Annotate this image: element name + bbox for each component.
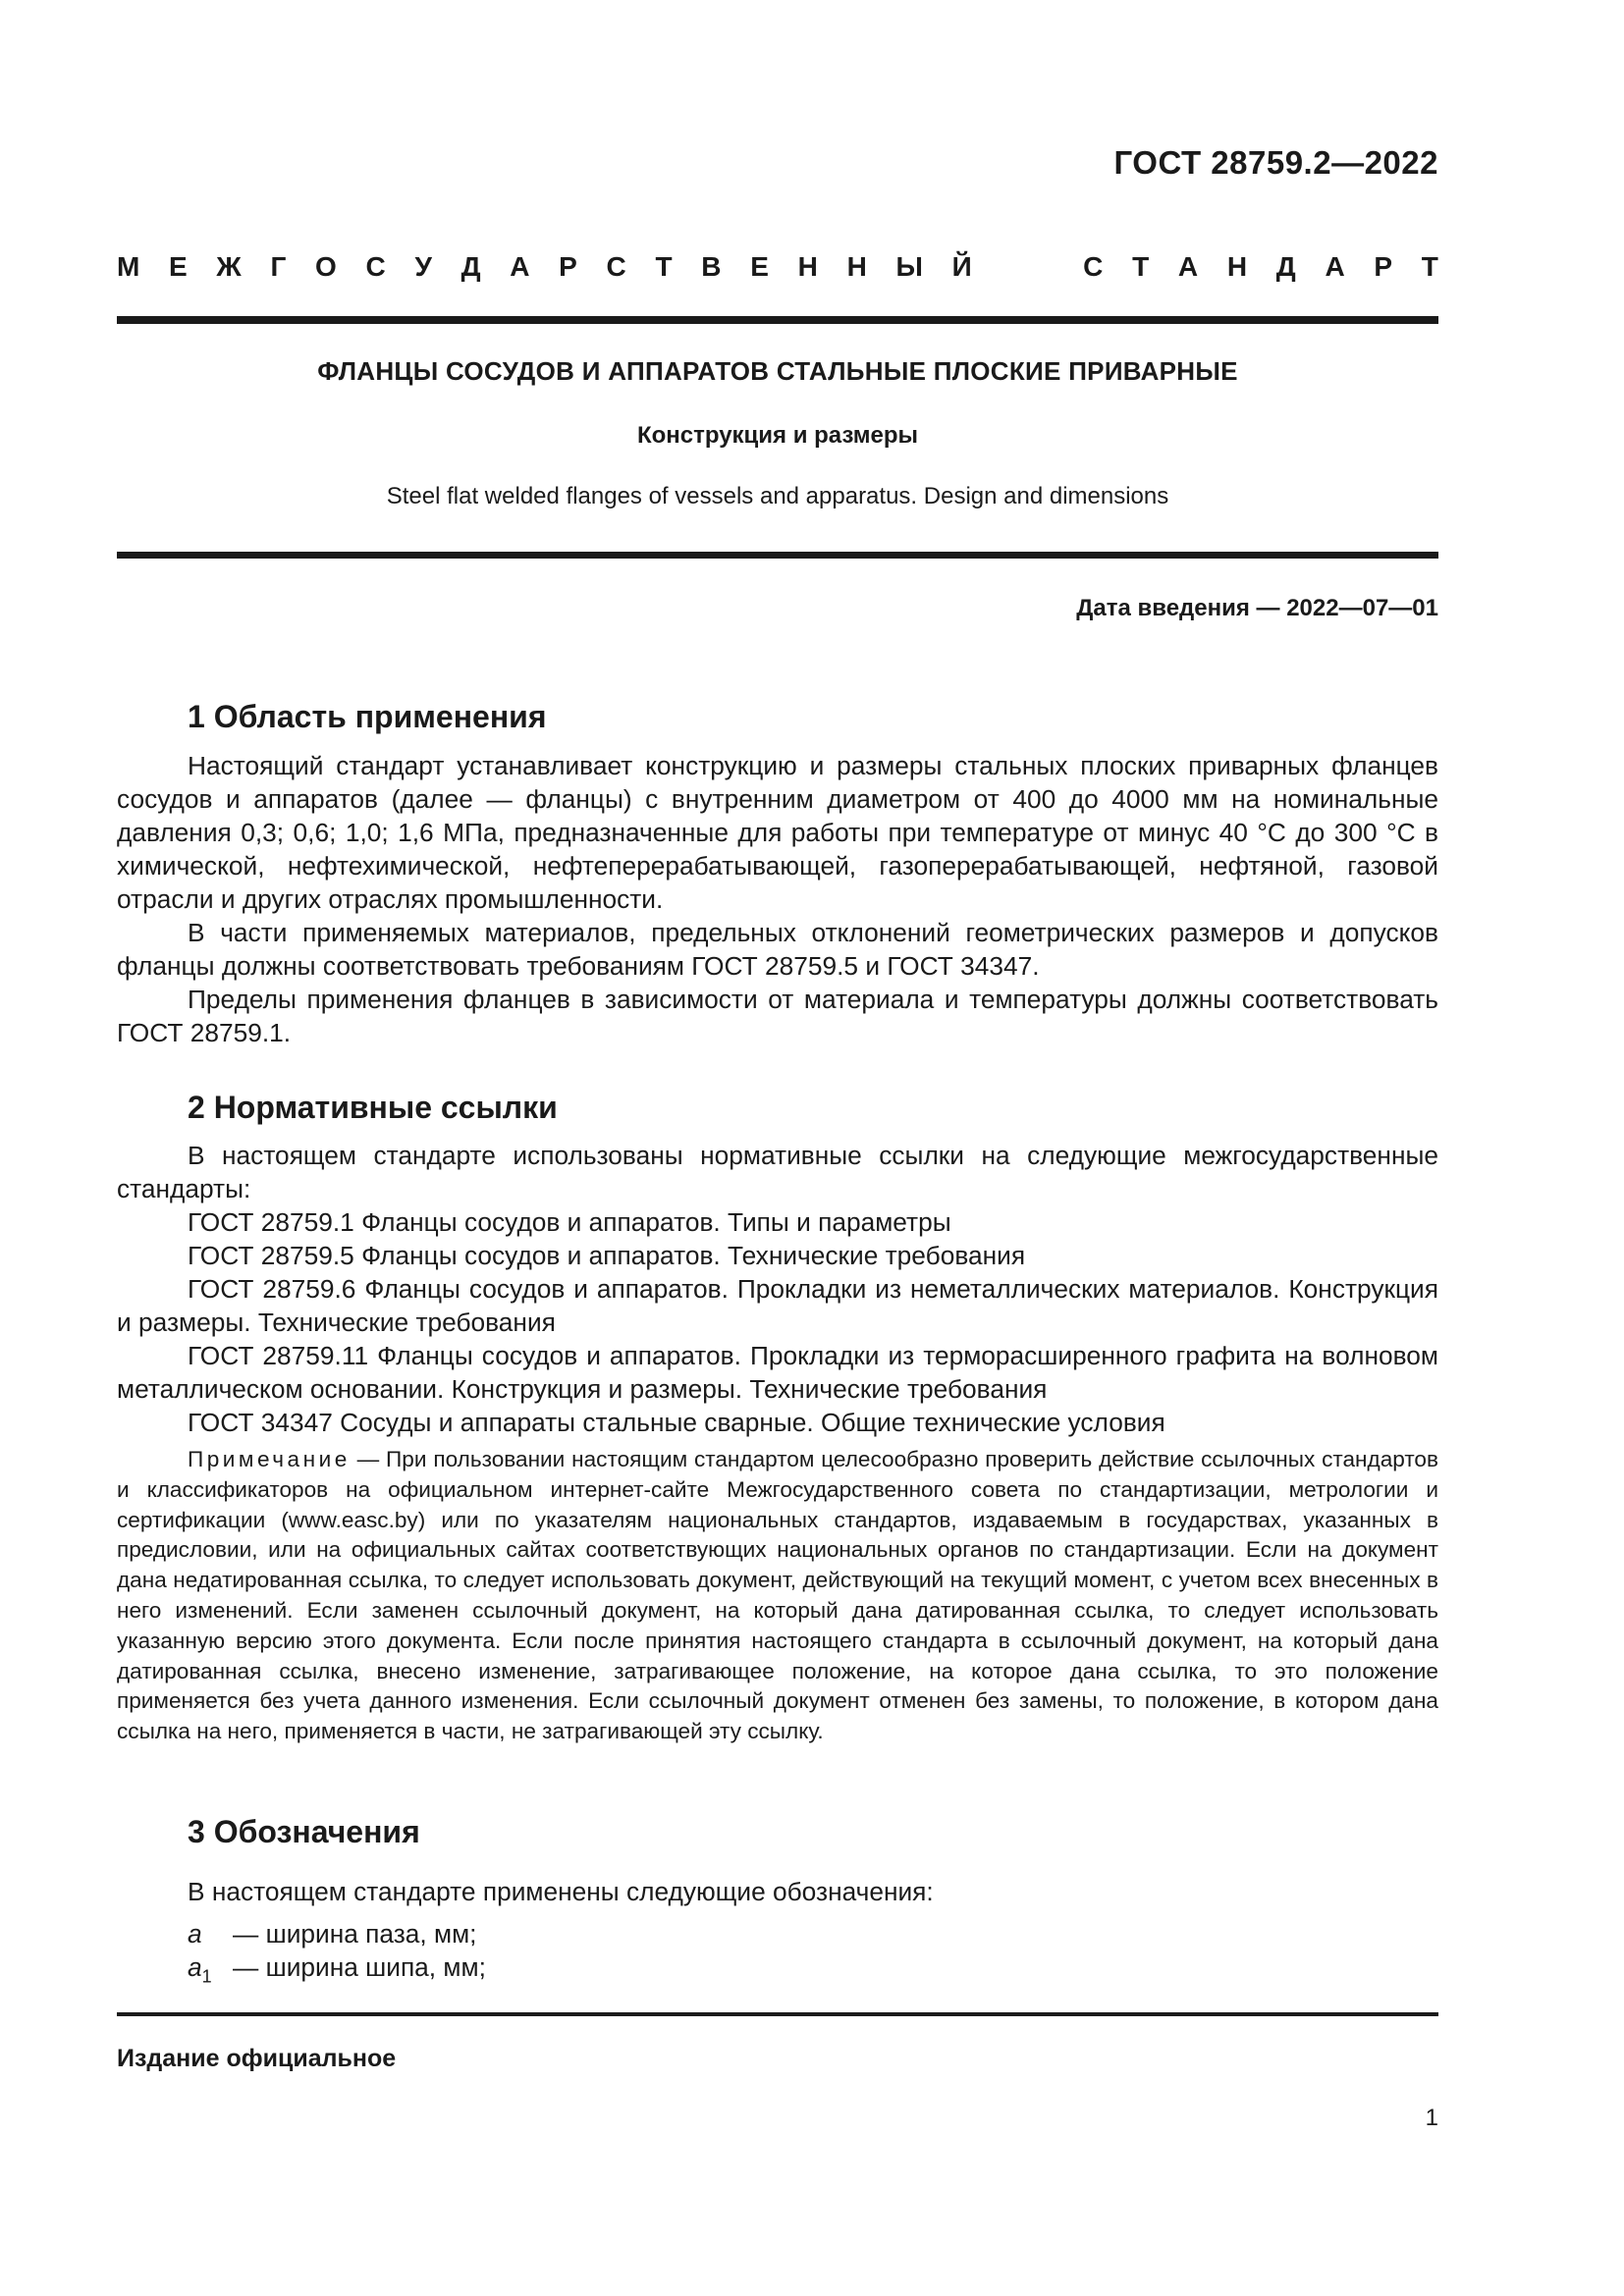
section-1-paragraph: Настоящий стандарт устанавливает конструкцию и размеры стальных плоских приварных фланцев сосудов и аппаратов (далее — фланцы) с внутренним диаметром от 400 до 4000 мм на номинальные давления 0,3; 0,6; 1,0; 1,6 МПа, предназначенные для работы при температуре от минус 40 °С до 300 °С в химической, нефтехимической, нефтеперерабатывающей, газоперерабатывающей, нефтяной, газовой отрасли и других отраслях промышленности. (117, 751, 1438, 914)
section-3-body (117, 1875, 1438, 1908)
banner-letter: Ы (895, 251, 923, 282)
section-3-heading: 3 Обозначения (188, 1814, 420, 1849)
banner-letter: Е (750, 251, 769, 282)
document-title: ФЛАНЦЫ СОСУДОВ И АППАРАТОВ СТАЛЬНЫЕ ПЛОСКИЕ ПРИВАРНЫЕ (317, 356, 1238, 386)
banner-letter: У (414, 251, 432, 282)
reference-item: ГОСТ 28759.6 Фланцы сосудов и аппаратов. Прокладки из неметаллических материалов. Конструкция и размеры. Технические требования (117, 1274, 1438, 1337)
banner-letter: А (1177, 251, 1199, 282)
banner-letter: Т (1132, 251, 1150, 282)
note-label: Примечание (188, 1447, 351, 1471)
symbol-row (188, 1919, 477, 1953)
banner-letter: С (365, 251, 386, 282)
banner-gap (1001, 251, 1054, 283)
standard-number: ГОСТ 28759.2—2022 (1113, 144, 1438, 181)
document-subtitle: Конструкция и размеры (636, 422, 919, 449)
section-1-heading: 1 Область применения (188, 699, 547, 734)
banner-letter: Н (846, 251, 867, 282)
section-1-paragraph: Пределы применения фланцев в зависимости от материала и температуры должны соответствовать ГОСТ 28759.1. (117, 985, 1438, 1047)
banner-letter: Д (1275, 251, 1296, 282)
banner-letter: Т (1421, 251, 1438, 282)
banner-letter: Г (270, 251, 287, 282)
symbol-description: — ширина паза, мм; (233, 1919, 477, 1949)
symbol-row (188, 1952, 486, 1987)
section-1-body (117, 749, 1438, 1049)
header-divider (117, 316, 1438, 324)
banner-letter: Т (655, 251, 673, 282)
symbol: a (188, 1919, 202, 1949)
reference-item: ГОСТ 34347 Сосуды и аппараты стальные сварные. Общие технические условия (188, 1408, 1165, 1437)
reference-item: ГОСТ 28759.5 Фланцы сосудов и аппаратов. Технические требования (188, 1241, 1026, 1270)
section-2-paragraph: В настоящем стандарте использованы нормативные ссылки на следующие межгосударственные стандарты: (117, 1141, 1438, 1203)
banner-letter: С (606, 251, 626, 282)
page-number: 1 (1425, 2105, 1438, 2131)
symbol-description: — ширина шипа, мм; (233, 1952, 486, 1982)
section-2-note (117, 1445, 1438, 1747)
banner-letter: В (701, 251, 722, 282)
section-2-heading: 2 Нормативные ссылки (188, 1090, 558, 1125)
banner-letter: М (117, 251, 140, 282)
banner-letter: С (1083, 251, 1104, 282)
banner-letter: Ж (216, 251, 242, 282)
banner-letter: Н (1226, 251, 1248, 282)
reference-item: ГОСТ 28759.1 Фланцы сосудов и аппаратов. Типы и параметры (188, 1207, 951, 1237)
title-divider (117, 552, 1438, 559)
interstate-standard-banner (117, 251, 1438, 283)
banner-letter: Р (1374, 251, 1393, 282)
banner-letter: Н (797, 251, 818, 282)
introduction-date: Дата введения — 2022—07—01 (1076, 595, 1438, 621)
banner-letter: О (315, 251, 337, 282)
banner-letter: Д (460, 251, 481, 282)
banner-letter: Р (559, 251, 577, 282)
section-1-paragraph: В части применяемых материалов, предельных отклонений геометрических размеров и допусков фланцы должны соответствовать требованиям ГОСТ 28759.5 и ГОСТ 34347. (117, 918, 1438, 981)
banner-letter: А (510, 251, 530, 282)
section-2-body (117, 1139, 1438, 1439)
symbol: $a_1$ (188, 1952, 212, 1987)
section-3-intro: В настоящем стандарте применены следующие обозначения: (188, 1877, 934, 1906)
banner-letter: Й (951, 251, 972, 282)
note-text: — При пользовании настоящим стандартом целесообразно проверить действие ссылочных стандартов и классификаторов на официальном интернет-сайте Межгосударственного совета по стандартизации, метрологии и сертификации (www.easc.by) или по указателям национальных стандартов, издаваемым в государствах, указанных в предисловии, или на официальных сайтах соответствующих национальных органов по стандартизации. Если на документ дана недатированная ссылка, то следует использовать документ, действующий на текущий момент, с учетом всех внесенных в него изменений. Если заменен ссылочный документ, на который дана датированная ссылка, то следует использовать указанную версию этого документа. Если после принятия настоящего стандарта в ссылочный документ, на который дана датированная ссылка, внесено изменение, затрагивающее положение, на которое дана ссылка, то это положение применяется без учета данного изменения. Если ссылочный документ отменен без замены, то положение, в котором дана ссылка на него, применяется в части, не затрагивающей эту ссылку. (117, 1447, 1438, 1744)
banner-letter: Е (169, 251, 188, 282)
document-title-english: Steel flat welded flanges of vessels and apparatus. Design and dimensions (386, 483, 1169, 509)
reference-item: ГОСТ 28759.11 Фланцы сосудов и аппаратов. Прокладки из терморасширенного графита на волновом металлическом основании. Конструкция и размеры. Технические требования (117, 1341, 1438, 1404)
banner-letter: А (1325, 251, 1345, 282)
footer-divider (117, 2012, 1438, 2016)
official-edition-label: Издание официальное (117, 2045, 397, 2072)
